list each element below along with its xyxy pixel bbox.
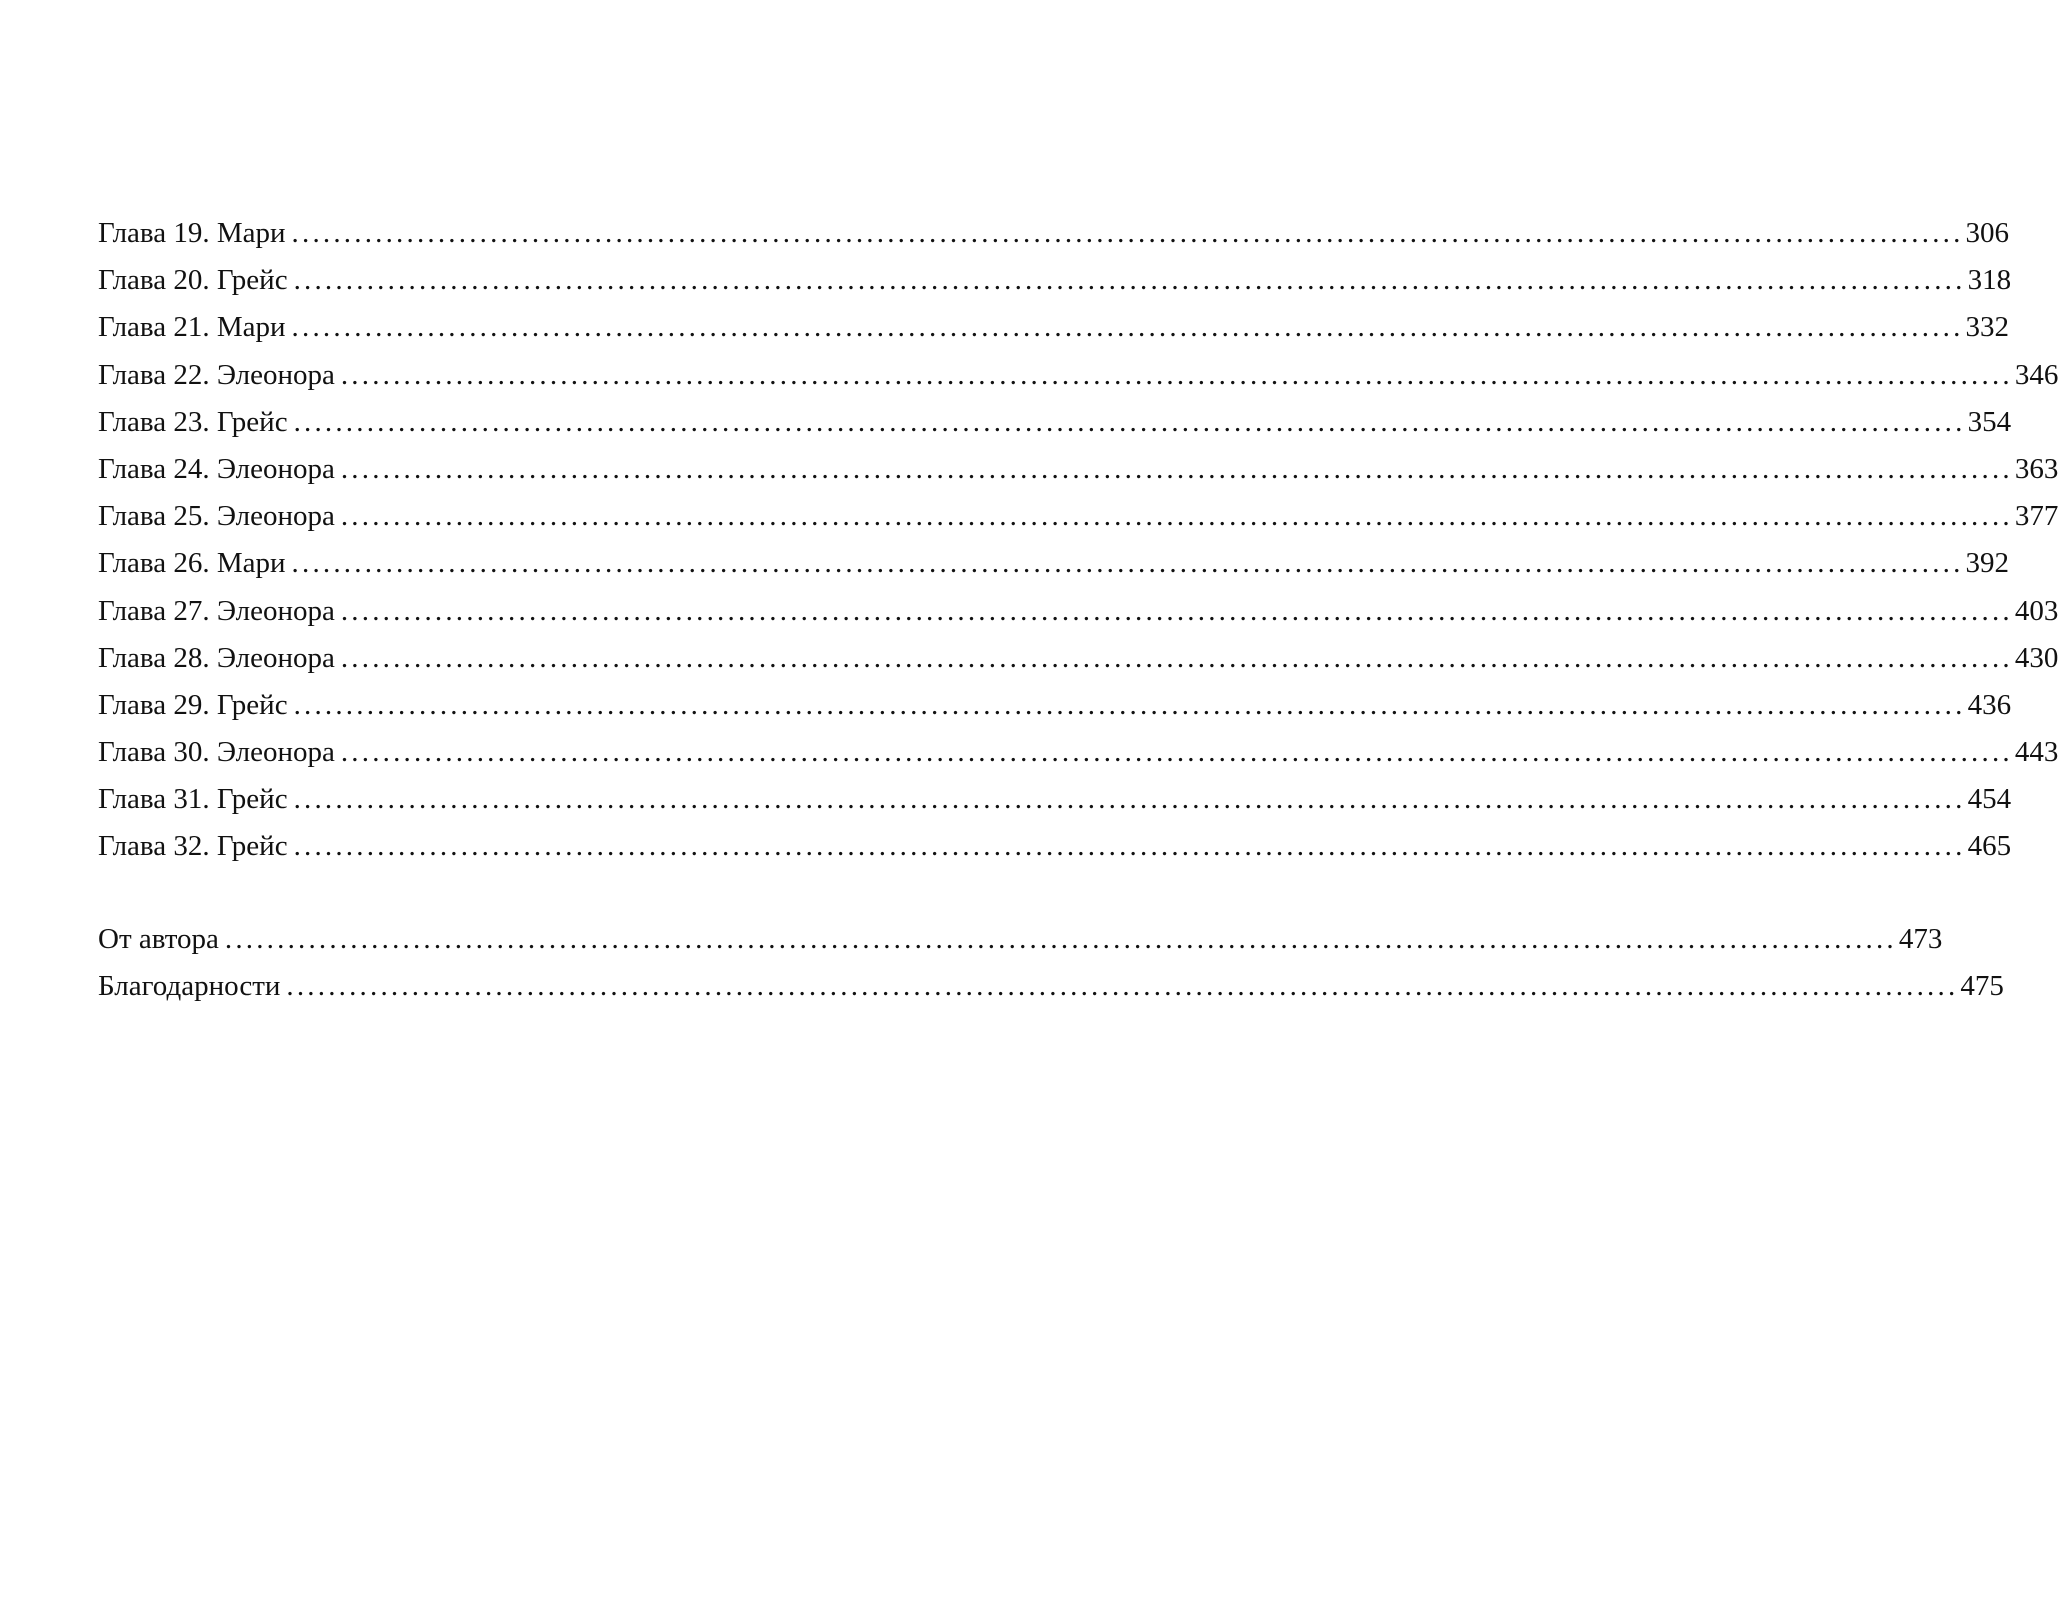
toc-entry bbox=[98, 729, 2058, 776]
toc-extras-list bbox=[98, 916, 2004, 1010]
toc-entry bbox=[98, 776, 2012, 823]
toc-entry bbox=[98, 304, 2010, 351]
toc-entry bbox=[98, 352, 2058, 399]
toc-entry-page: 430 bbox=[2014, 641, 2058, 674]
dot-leader: ................................................................................................................................................................ bbox=[291, 311, 1964, 344]
dot-leader: ................................................................................................................................................................ bbox=[293, 830, 1966, 863]
toc-entry bbox=[98, 257, 2012, 304]
toc-entry-title: Глава 22. Элеонора bbox=[98, 358, 335, 391]
dot-leader: ................................................................................................................................................................ bbox=[293, 405, 1966, 438]
dot-leader: ................................................................................................................................................................ bbox=[340, 358, 2013, 391]
toc-entry bbox=[98, 963, 2004, 1010]
toc-entry bbox=[98, 916, 1943, 963]
toc-entry-page: 443 bbox=[2014, 736, 2058, 769]
toc-entry-title: От автора bbox=[98, 923, 219, 955]
dot-leader: ................................................................................................................................................................ bbox=[340, 500, 2013, 533]
toc-entry-page: 306 bbox=[1965, 217, 2010, 249]
toc-entry-title: Глава 24. Элеонора bbox=[98, 452, 335, 485]
toc-entry-page: 454 bbox=[1967, 783, 2012, 816]
toc-entry-title: Глава 21. Мари bbox=[98, 311, 286, 344]
toc-entry-title: Глава 29. Грейс bbox=[98, 688, 288, 721]
dot-leader: ................................................................................................................................................................ bbox=[340, 594, 2013, 627]
toc-entry-page: 332 bbox=[1965, 311, 2010, 344]
toc-entry-page: 318 bbox=[1967, 264, 2012, 297]
toc-entry-page: 465 bbox=[1967, 830, 2012, 863]
toc-entry-page: 475 bbox=[1960, 970, 2004, 1003]
toc-entry-page: 403 bbox=[2014, 594, 2058, 627]
toc-entry bbox=[98, 635, 2058, 682]
toc-entry bbox=[98, 682, 2012, 729]
toc-entry bbox=[98, 493, 2058, 540]
toc-entry-page: 436 bbox=[1967, 688, 2012, 721]
toc-entry bbox=[98, 823, 2012, 870]
toc-entry-title: Глава 28. Элеонора bbox=[98, 641, 335, 674]
toc-entry-title: Глава 26. Мари bbox=[98, 547, 286, 580]
toc-entry bbox=[98, 210, 2010, 257]
dot-leader: ................................................................................................................................................................ bbox=[293, 783, 1966, 816]
dot-leader: ................................................................................................................................................................ bbox=[291, 547, 1964, 580]
dot-leader: ................................................................................................................................................................ bbox=[293, 264, 1966, 297]
dot-leader: ................................................................................................................................................................ bbox=[291, 217, 1964, 249]
dot-leader: ................................................................................................................................................................ bbox=[340, 452, 2013, 485]
dot-leader: ................................................................................................................................................................ bbox=[293, 688, 1966, 721]
toc-entry-title: Благодарности bbox=[98, 970, 281, 1003]
toc-entry-title: Глава 20. Грейс bbox=[98, 264, 288, 297]
toc-entry-title: Глава 30. Элеонора bbox=[98, 736, 335, 769]
toc-chapters-list bbox=[98, 210, 2058, 871]
toc-entry-title: Глава 23. Грейс bbox=[98, 405, 288, 438]
toc-entry-page: 363 bbox=[2014, 452, 2058, 485]
dot-leader: ................................................................................................................................................................ bbox=[286, 970, 1959, 1003]
toc-entry-page: 377 bbox=[2014, 500, 2058, 533]
toc-entry-page: 473 bbox=[1898, 923, 1943, 955]
toc-entry-page: 346 bbox=[2014, 358, 2058, 391]
toc-entry-page: 392 bbox=[1965, 547, 2010, 580]
dot-leader: ................................................................................................................................................................ bbox=[340, 736, 2013, 769]
toc-entry-title: Глава 27. Элеонора bbox=[98, 594, 335, 627]
toc-entry-page: 354 bbox=[1967, 405, 2012, 438]
toc-entry bbox=[98, 399, 2012, 446]
dot-leader: ................................................................................................................................................................ bbox=[224, 923, 1897, 955]
dot-leader: ................................................................................................................................................................ bbox=[340, 641, 2013, 674]
toc-entry-title: Глава 19. Мари bbox=[98, 217, 286, 249]
toc-entry-title: Глава 32. Грейс bbox=[98, 830, 288, 863]
toc-entry bbox=[98, 540, 2010, 587]
toc-entry bbox=[98, 446, 2058, 493]
toc-entry-title: Глава 31. Грейс bbox=[98, 783, 288, 816]
toc-entry bbox=[98, 588, 2058, 635]
toc-entry-title: Глава 25. Элеонора bbox=[98, 500, 335, 533]
